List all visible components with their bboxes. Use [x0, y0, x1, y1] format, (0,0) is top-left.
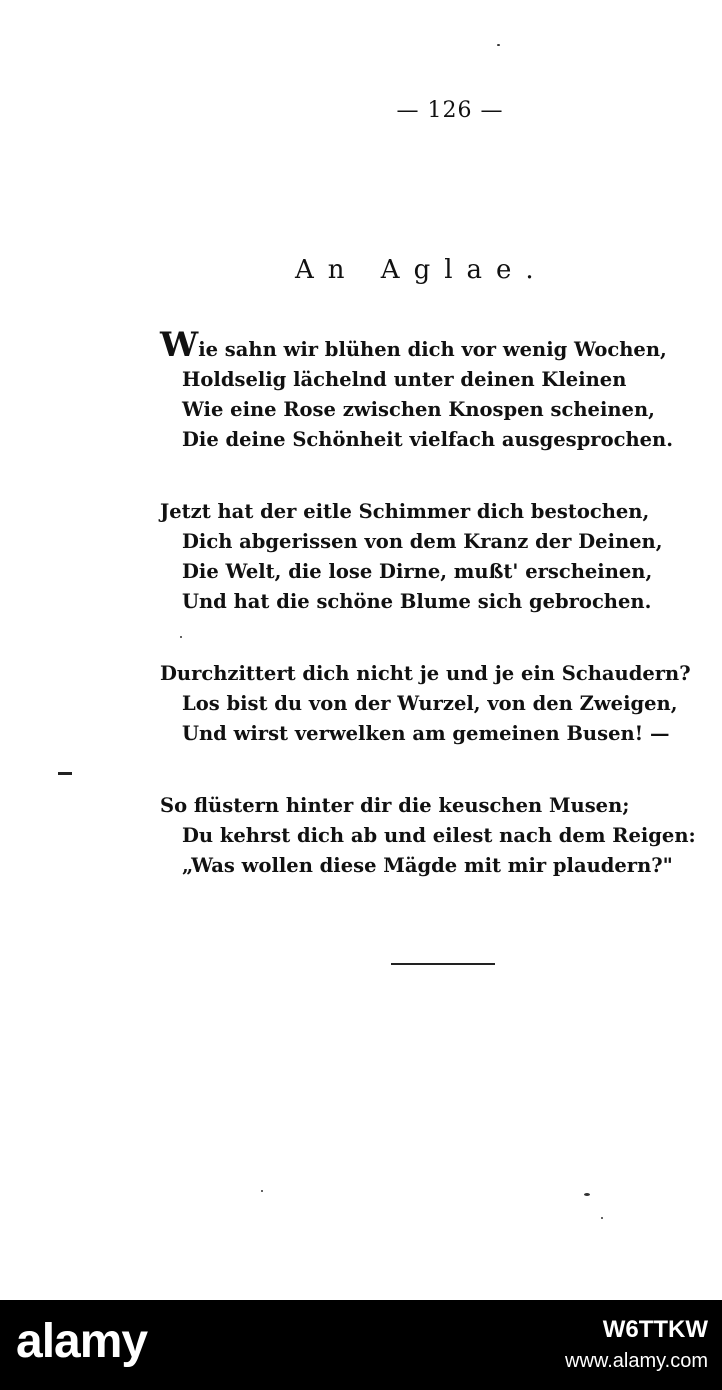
- paper-speck: [601, 1217, 603, 1219]
- poem-line: Jetzt hat der eitle Schimmer dich bestochen,: [160, 500, 650, 523]
- drop-cap: W: [160, 325, 199, 365]
- poem-title: An Aglae.: [295, 255, 548, 285]
- margin-mark: [58, 772, 72, 775]
- poem-line: Und wirst verwelken am gemeinen Busen! —: [182, 722, 670, 745]
- poem-line: Die deine Schönheit vielfach ausgesprochen.: [182, 428, 674, 451]
- stanza-4: [160, 791, 696, 881]
- poem-line: Los bist du von der Wurzel, von den Zweigen,: [182, 692, 678, 715]
- poem-line: Durchzittert dich nicht je und je ein Schaudern?: [160, 662, 691, 685]
- stanza-1: [160, 325, 680, 455]
- poem-line: Und hat die schöne Blume sich gebrochen.: [182, 590, 652, 613]
- paper-speck: [180, 636, 182, 638]
- poem-line: So flüstern hinter dir die keuschen Musen;: [160, 794, 630, 817]
- paper-speck: [584, 1193, 590, 1196]
- poem-line: [160, 325, 680, 365]
- poem-line: Du kehrst dich ab und eilest nach dem Reigen:: [182, 824, 696, 847]
- paper-speck: [497, 44, 500, 46]
- poem-line-text: ie sahn wir blühen dich vor wenig Wochen,: [198, 338, 667, 361]
- watermark-logo: alamy: [16, 1315, 148, 1368]
- watermark-site: www.alamy.com: [565, 1350, 708, 1372]
- poem-line: Dich abgerissen von dem Kranz der Deinen,: [182, 530, 663, 553]
- poem-line: „Was wollen diese Mägde mit mir plaudern?": [182, 854, 673, 877]
- poem-body: [160, 325, 696, 881]
- poem-line: Holdselig lächelnd unter deinen Kleinen: [182, 368, 627, 391]
- poem-line: Wie eine Rose zwischen Knospen scheinen,: [182, 398, 655, 421]
- stanza-2: [160, 497, 680, 617]
- watermark-bar: [0, 1300, 722, 1390]
- end-rule: [391, 963, 495, 965]
- watermark-image-id: W6TTKW: [602, 1316, 708, 1343]
- stanza-3: [160, 659, 691, 749]
- page-number: — 126 —: [396, 98, 504, 123]
- paper-speck: [261, 1190, 263, 1192]
- poem-line: Die Welt, die lose Dirne, mußt' erscheinen,: [182, 560, 653, 583]
